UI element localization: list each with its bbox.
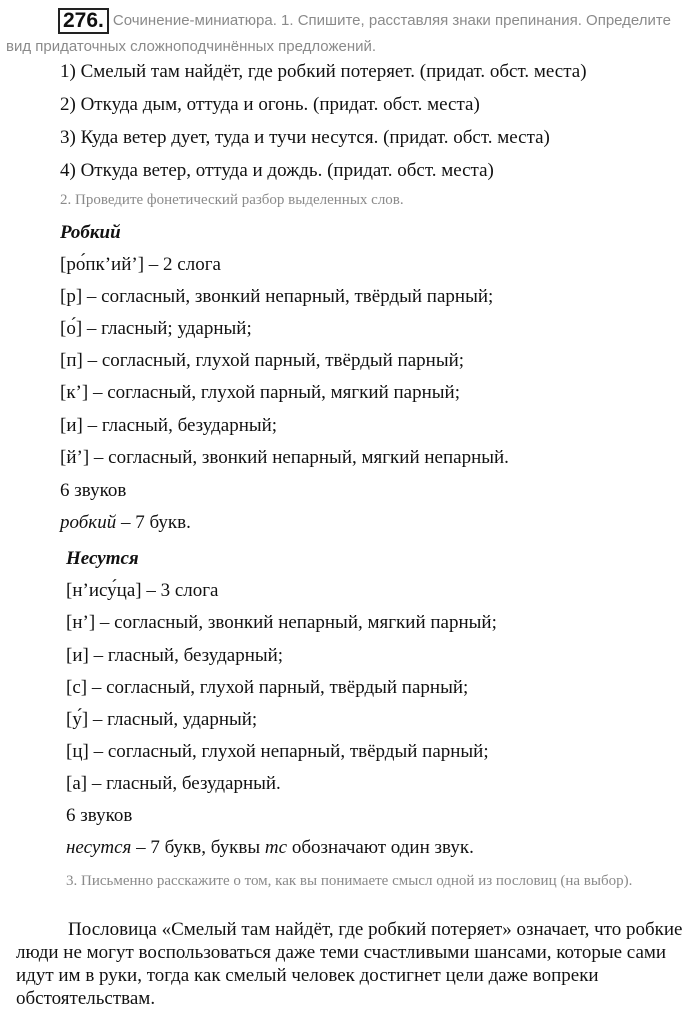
word2-heading: Несутся <box>66 548 139 569</box>
word2-letters-mid: – 7 букв, буквы <box>131 837 265 858</box>
word2-letter-count <box>66 837 474 859</box>
word1-letters-text: – 7 букв. <box>116 512 191 533</box>
word1-transcription: [ро́пк’ий’] – 2 слога <box>60 254 221 275</box>
task-header <box>6 8 686 60</box>
word2-letters-end: обозначают один звук. <box>287 837 474 858</box>
word2-letters-tc: тс <box>264 837 288 858</box>
word1-sound-5: [и] – гласный, безударный; <box>60 415 278 436</box>
word1-sound-2: [о́] – гласный; ударный; <box>60 318 252 339</box>
question-2: 2. Проведите фонетический разбор выделенных слов. <box>60 192 404 208</box>
word1-letters-word: робкий <box>60 512 117 533</box>
word1-letter-count <box>60 512 191 534</box>
word1-heading: Робкий <box>60 222 121 243</box>
question-3: 3. Письменно расскажите о том, как вы понимаете смысл одной из пословиц (на выбор). <box>66 873 633 889</box>
sentence-1: 1) Смелый там найдёт, где робкий потеряет. (придат. обст. места) <box>60 61 587 82</box>
word1-sound-4: [к’] – согласный, глухой парный, мягкий парный; <box>60 382 460 403</box>
sentence-3: 3) Куда ветер дует, туда и тучи несутся. (придат. обст. места) <box>60 127 550 148</box>
answer-3: Пословица «Смелый там найдёт, где робкий потеряет» означает, что робкие люди не могут воспользоваться даже теми счастливыми шансами, которые сами идут им в руки, тогда как смелый человек достигнет цели даже вопреки обстоятельствам. <box>16 919 683 1009</box>
word2-sound-4: [у́] – гласный, ударный; <box>66 709 258 730</box>
word2-sound-3: [с] – согласный, глухой парный, твёрдый парный; <box>66 677 469 698</box>
word2-letters-word: несутся <box>66 837 132 858</box>
word2-sound-2: [и] – гласный, безударный; <box>66 645 284 666</box>
task-instruction: Сочинение-миниатюра. 1. Спишите, расставляя знаки препинания. Определите вид придаточных сложноподчинённых предложений. <box>6 12 671 55</box>
word1-sound-count: 6 звуков <box>60 480 127 501</box>
word2-sound-1: [н’] – согласный, звонкий непарный, мягкий парный; <box>66 612 497 633</box>
word2-sound-count: 6 звуков <box>66 805 133 826</box>
word2-sound-5: [ц] – согласный, глухой непарный, твёрдый парный; <box>66 741 489 762</box>
word1-sound-3: [п] – согласный, глухой парный, твёрдый парный; <box>60 350 465 371</box>
word2-transcription: [н’ису́ца] – 3 слога <box>66 580 219 601</box>
word1-sound-1: [р] – согласный, звонкий непарный, твёрдый парный; <box>60 286 494 307</box>
sentence-2: 2) Откуда дым, оттуда и огонь. (придат. обст. места) <box>60 94 480 115</box>
task-number: 276. <box>58 8 109 34</box>
word1-sound-6: [й’] – согласный, звонкий непарный, мягкий непарный. <box>60 447 509 468</box>
word2-sound-6: [а] – гласный, безударный. <box>66 773 281 794</box>
sentence-4: 4) Откуда ветер, оттуда и дождь. (придат. обст. места) <box>60 160 494 181</box>
